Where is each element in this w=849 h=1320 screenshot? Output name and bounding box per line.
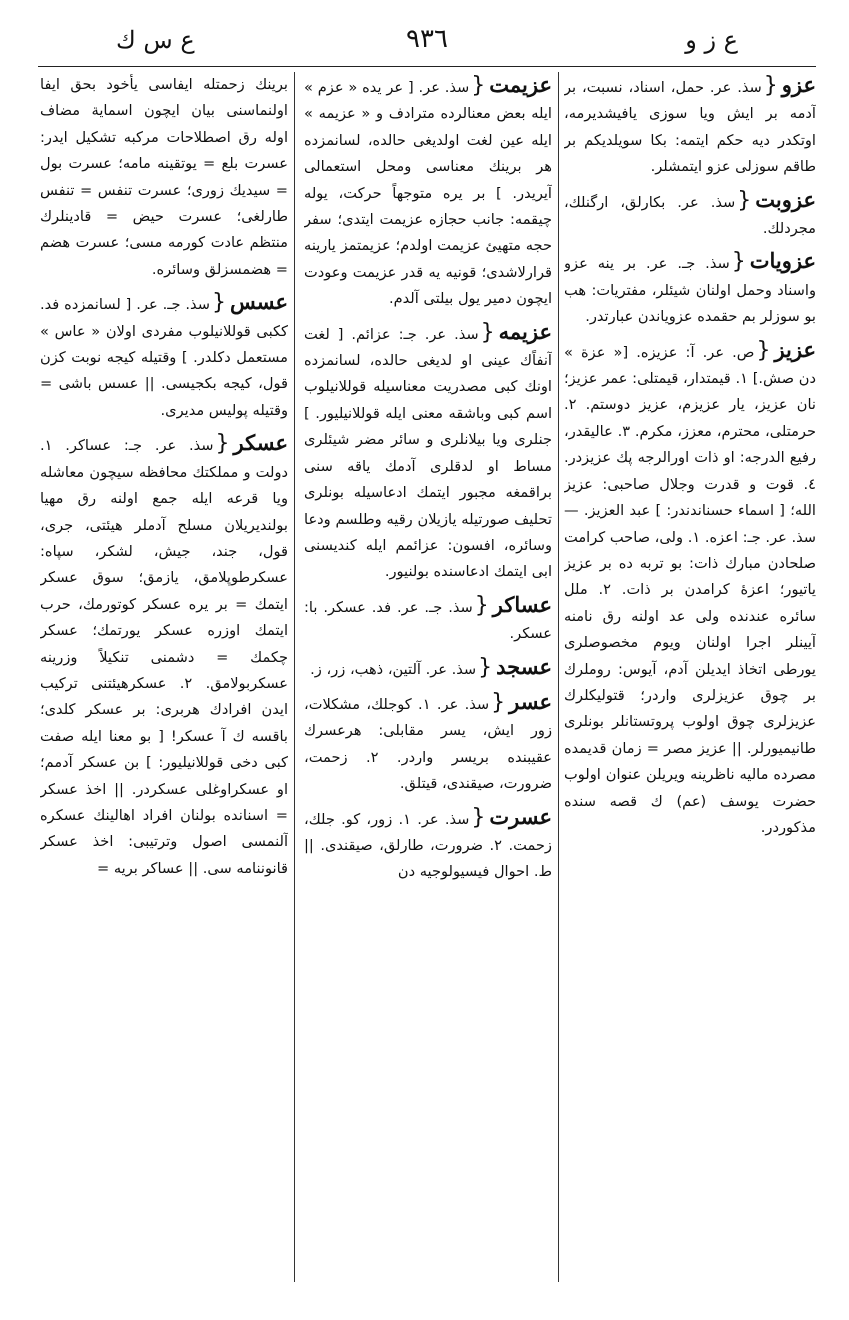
entry: عسس{سذ. جـ. عر. [ لسانمزده فد. ككبی قوللانيلوب مفردی اولان « عاس » مستعمل دكلدر. ] وقتيله كيجه نوبت كزن قول، كيجه بكجيسی. || عسس باشی = وقتيله پوليس مديری. [40, 289, 288, 419]
headword: عزيمت [489, 72, 552, 97]
definition: سذ. عر. [ عر يده « عزم » ايله بعض معنالرده مترادف و « عزيمه » ايله عين لغت اولديغی حالده، لسانمزده هر برينك معناسی ومحل استعمالی آيريدر. ] بر يره متوجهاً حركت، يوله چيقمه: جانب حجازه عزيمت ايتدی؛ سفر حجه متهيئ عزيمت اولدم؛ عزيمتمز يارينه قرارلاشدی؛ قونيه يه قدر عزيمت وعودت ايچون دمير يول بيلتی آلدم. [304, 79, 552, 308]
entry: عزوبت{سذ. عر. بكارلق، ارگنلك، مجردلك. [564, 186, 816, 238]
headword: عسكر [233, 430, 288, 456]
headword: عساكر [492, 591, 552, 617]
entry: عزويات{سذ. جـ. عر. بر ينه عزو واسناد وحمل اولنان شيئلر، مفتريات: هب بو سوزلر بم حقمده عزوياندن عبارتدر. [564, 248, 816, 326]
entry: عزيمت{سذ. عر. [ عر يده « عزم » ايله بعض معنالرده مترادف و « عزيمه » ايله عين لغت اولديغی حالده، لسانمزده هر برينك معناسی ومحل استعمالی آيريدر. ] بر يره متوجهاً حركت، يوله چيقمه: جانب حجازه عزيمت ايتدی؛ سفر حجه متهيئ عزيمت اولدم؛ عزيمتمز يارينه قرارلاشدی؛ قونيه يه قدر عزيمت وعودت ايچون دمير يول بيلتی آلدم. [304, 72, 552, 308]
definition: سذ. عر. جـ: عساكر. ١. دولت و مملكتك محافظه سيچون معاشله ويا قرعه ايله جمع اولنه رق مهيا بولنديريلان مسلح آدملر هيئتی، جری، قول، جند، جيش، لشكر، سپاه: عسكرطوپلامق، يازمق؛ سوق عسكر ايتمك = بر يره عسكر كوتورمك، حرب ايتمك اوزره عسكر يورتمك؛ عسكر چكمك = دشمنی تنكيلاً وزرينه عسكربولامق. ٢. عسكرهيئتنی تركيب ايدن افرادك هربری: بر عسكر كلدی؛ باقسه ك آ عسكر! [ بو معنا ايله صفت كبی دخی قوللانيليور: ] بن عسكر آدمم؛ او عسكراوغلی عسكردر. || اخذ عسكر = اسنانده بولنان افراد اهالينك عسكره آلنمسی اصول وترتيبی: اخذ عسكر قانوننامه سی. || عساكر بريه = [40, 437, 288, 877]
definition: سذ. جـ. عر. فد. عسكر. با: عسكر. [304, 598, 552, 643]
headword: عسرت [489, 803, 552, 829]
column-left [40, 72, 288, 1282]
column-middle [304, 72, 552, 1282]
definition: سذ. جـ. عر. بر ينه عزو واسناد وحمل اولنان شيئلر، مفتريات: هب بو سوزلر بم حقمده عزوياندن عبارتدر. [564, 255, 816, 326]
definition: سذ. عر. ١. زور، كو. جلك، زحمت. ٢. ضرورت، طارلق، صيقندی. || ط. احوال فيسيولوجيه دن [304, 810, 552, 881]
headword: عزويات [749, 248, 816, 274]
entry: عسرت{سذ. عر. ١. زور، كو. جلك، زحمت. ٢. ضرورت، طارلق، صيقندی. || ط. احوال فيسيولوجيه دن [304, 803, 552, 881]
page-header [38, 22, 816, 62]
definition: سذ. عر. بكارلق، ارگنلك، مجردلك. [564, 193, 816, 238]
entry: عسجد{سذ. عر. آلتين، ذهب، زر، ز. [310, 653, 552, 680]
headword: عزو [781, 72, 816, 97]
entry: عزيمه{سذ. عر. جـ: عزائم. [ لغت آنفاًك عينی او لديغی حالده، لسانمزده اونك كبی مصدريت معناسيله قوللانيلوب اسم كبی وباشقه معنی ايله قوللانيليور. ] جنلری ويا بيلانلری و سائر مضر شيئلری مساط او لدقلری آدمك ياقه سنی براقمغه مجبور ايتمك ادعاسيله بونلری تحليف صورتيله يازيلان رقيه وطلسم ودعا وسائره، افسون: عزائمم ايله كنديسنی ابی ايتمك ادعاسنده بولنيور. [304, 318, 552, 581]
definition: برينك زحمتله ايفاسی يأخود بحق ايفا اولنماسنی بيان ايچون اسماية مضاف اوله رق اصطلاحات مركبه تشكيل ايدر: عسرت بلع = يوتقينه مامه؛ عسرت بول = سيديك زوری؛ عسرت تنفس = تنفس طارلغی؛ عسرت حيض = قادينلرك منتظم عادت كورمه مسی؛ عسرت هضم = هضمسزلق وسائره. [40, 76, 288, 278]
page-number: ٩٣٦ [406, 24, 448, 54]
headword: عسر [509, 688, 552, 714]
entry: عساكر{سذ. جـ. عر. فد. عسكر. با: عسكر. [304, 591, 552, 643]
definition: سذ. عر. آلتين، ذهب، زر، ز. [310, 660, 477, 678]
headword: عزيز [774, 336, 816, 362]
column-divider [558, 72, 559, 1282]
header-section-letters-left: ع س ك [116, 26, 195, 54]
headword: عزيمه [498, 318, 552, 344]
headword: عزوبت [755, 186, 816, 212]
entry-continued [40, 72, 288, 283]
definition: سذ. عر. حمل، اسناد، نسبت، بر آدمه بر ایش ويا سوزی يافیشديرمه، اوتكدر ديه حكم ايتمه: بكا سويلديكم بر طاقم سوزلی عزو ايتمشلر. [564, 79, 816, 176]
definition: ص. عر. آ: عزيزه. [« عزة » دن صش.] ١. قيمتدار، قيمتلی: عمر عزيز؛ نان عزيز، يار عزيزم، عزيز دوستم. ٢. حرمتلی، محترم، معزز، مكرم. ٣. عاليقدر، رفيع الدرجه: او ذات اورالرجه پك عزيزدر. ٤. قوت و قدرت وجلال صاحبی: عزيز الله؛ [ اسماء حسناندندر: ] عبد العزيز. — سذ. عر. جـ: اعزه. ١. ولی، صاحب كرامت صلحادن مبارك ذات: بو تربه ده بر عزيز ياتيور؛ اعزۀ كرامدن بر ذات. ٢. ملل سائره عندنده ولی عد اولنه رق نامنه آيينلر اجرا اولنان ويوم مخصوصلری يورطی اتخاذ ايديلن آدم، آيوس: روملرك بر چوق عزيزلری واردر؛ قتوليكلرك عزيزلری چوق اولوب پروتستانلر بونلری طانيميورلر. || عزيز مصر = زمان قديمده مصرده ماليه ناظرينه ويريلن عنوان اولوب حضرت يوسف (عم) ك قصه سنده مذكوردر. [564, 343, 816, 836]
dictionary-page [38, 22, 816, 1290]
column-divider [294, 72, 295, 1282]
entry: عسر{سذ. عر. ١. كوجلك، مشكلات، زور ايش، يسر مقابلی: هرعسرك عقيبنده بريسر واردر. ٢. زحمت، ضرورت، صيقندی، قيتلق. [304, 688, 552, 793]
headword: عسجد [496, 653, 552, 679]
header-section-letters-right: ع ز و [685, 26, 738, 54]
headword: عسس [229, 289, 288, 315]
column-right [564, 72, 816, 1282]
definition: سذ. جـ. عر. [ لسانمزده فد. ككبی قوللانيلوب مفردی اولان « عاس » مستعمل دكلدر. ] وقتيله كيجه نوبت كزن قول، كيجه بكجيسی. || عسس باشی = وقتيله پوليس مديری. [40, 296, 288, 419]
entry: عسكر{سذ. عر. جـ: عساكر. ١. دولت و مملكتك محافظه سيچون معاشله ويا قرعه ايله جمع اولنه رق مهيا بولنديريلان مسلح آدملر هيئتی، جری، قول، جند، جيش، لشكر، سپاه: عسكرطوپلامق، يازمق؛ سوق عسكر ايتمك = بر يره عسكر كوتورمك، حرب ايتمك اوزره عسكر يورتمك؛ عسكر چكمك = دشمنی تنكيلاً وزرينه عسكربولامق. ٢. عسكرهيئتنی تركيب ايدن افرادك هربری: بر عسكر كلدی؛ باقسه ك آ عسكر! [ بو معنا ايله صفت كبی دخی قوللانيليور: ] بن عسكر آدمم؛ او عسكراوغلی عسكردر. || اخذ عسكر = اسنانده بولنان افراد اهالينك عسكره آلنمسی اصول وترتيبی: اخذ عسكر قانوننامه سی. || عساكر بريه = [40, 430, 288, 877]
header-rule [38, 66, 816, 67]
definition: سذ. عر. ١. كوجلك، مشكلات، زور ايش، يسر مقابلی: هرعسرك عقيبنده بريسر واردر. ٢. زحمت، ضرورت، صيقندی، قيتلق. [304, 695, 552, 793]
definition: سذ. عر. جـ: عزائم. [ لغت آنفاًك عينی او لديغی حالده، لسانمزده اونك كبی مصدريت معناسيله قوللانيلوب اسم كبی وباشقه معنی ايله قوللانيليور. ] جنلری ويا بيلانلری و سائر مضر شيئلری مساط او لدقلری آدمك ياقه سنی براقمغه مجبور ايتمك ادعاسيله بونلری تحليف صورتيله يازيلان رقيه وطلسم ودعا وسائره، افسون: عزائمم ايله كنديسنی ابی ايتمك ادعاسنده بولنيور. [304, 325, 552, 581]
entry: عزيز{ص. عر. آ: عزيزه. [« عزة » دن صش.] ١. قيمتدار، قيمتلی: عمر عزيز؛ نان عزيز، يار عزيزم، عزيز دوستم. ٢. حرمتلی، محترم، معزز، مكرم. ٣. عاليقدر، رفيع الدرجه: او ذات اورالرجه پك عزيزدر. ٤. قوت و قدرت وجلال صاحبی: عزيز الله؛ [ اسماء حسناندندر: ] عبد العزيز. — سذ. عر. جـ: اعزه. ١. ولی، صاحب كرامت صلحادن مبارك ذات: بو تربه ده بر عزيز ياتيور؛ اعزۀ كرامدن بر ذات. ٢. ملل سائره عندنده ولی عد اولنه رق نامنه آيينلر اجرا اولنان ويوم مخصوصلری يورطی اتخاذ ايديلن آدم، آيوس: روملرك بر چوق عزيزلری واردر؛ قتوليكلرك عزيزلری چوق اولوب پروتستانلر بونلری طانيميورلر. || عزيز مصر = زمان قديمده مصرده ماليه ناظرينه ويريلن عنوان اولوب حضرت يوسف (عم) ك قصه سنده مذكوردر. [564, 336, 816, 836]
entry: عزو{سذ. عر. حمل، اسناد، نسبت، بر آدمه بر ایش ويا سوزی يافیشديرمه، اوتكدر ديه حكم ايتمه: بكا سويلديكم بر طاقم سوزلی عزو ايتمشلر. [564, 72, 816, 176]
